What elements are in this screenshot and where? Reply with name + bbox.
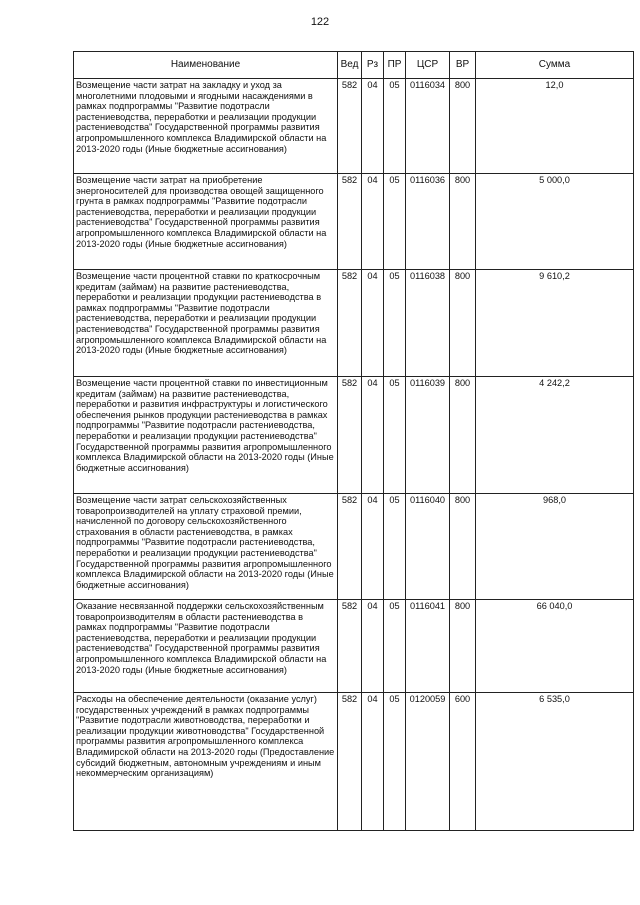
- cell-sum: 5 000,0: [476, 174, 634, 270]
- cell-vr: 800: [450, 79, 476, 174]
- table-header-row: [74, 52, 634, 79]
- cell-csr: 0116040: [406, 494, 450, 600]
- cell-name: Возмещение части затрат на приобретение энергоносителей для производства овощей защищенного грунта в рамках подпрограммы "Развитие подотрасли растениеводства, переработки и реализации продукции растениеводства" Государственной программы развития агропромышленного комплекса Владимирской области на 2013-2020 годы (Иные бюджетные ассигнования): [74, 174, 338, 270]
- table-row: [74, 270, 634, 377]
- cell-sum: 968,0: [476, 494, 634, 600]
- cell-sum: 12,0: [476, 79, 634, 174]
- cell-csr: 0116041: [406, 600, 450, 693]
- cell-rz: 04: [362, 79, 384, 174]
- cell-sum: 6 535,0: [476, 693, 634, 831]
- cell-name: Расходы на обеспечение деятельности (оказание услуг) государственных учреждений в рамках подпрограммы "Развитие подотрасли животноводства, переработки и реализации продукции животноводства" Государственной программы развития агропромышленного комплекса Владимирской области на 2013-2020 годы (Предоставление субсидий бюджетным, автономным учреждениям и иным некоммерческим организациям): [74, 693, 338, 831]
- cell-rz: 04: [362, 270, 384, 377]
- cell-ved: 582: [338, 693, 362, 831]
- cell-name: Возмещение части процентной ставки по инвестиционным кредитам (займам) на развитие растениеводства, переработки и развития инфраструктуры и логистического обеспечения рынков продукции растениеводства в рамках подпрограммы "Развитие подотрасли растениеводства, переработки и реализации продукции растениеводства" Государственной программы развития агропромышленного комплекса Владимирской области на 2013-2020 годы (Иные бюджетные ассигнования): [74, 377, 338, 494]
- header-csr: ЦСР: [406, 52, 450, 79]
- cell-csr: 0116036: [406, 174, 450, 270]
- cell-ved: 582: [338, 600, 362, 693]
- cell-ved: 582: [338, 174, 362, 270]
- cell-pr: 05: [384, 377, 406, 494]
- cell-ved: 582: [338, 79, 362, 174]
- budget-table: [73, 51, 634, 831]
- cell-pr: 05: [384, 270, 406, 377]
- header-rz: Рз: [362, 52, 384, 79]
- table-row: [74, 79, 634, 174]
- cell-ved: 582: [338, 494, 362, 600]
- cell-vr: 800: [450, 600, 476, 693]
- cell-name: Оказание несвязанной поддержки сельскохозяйственным товаропроизводителям в области растениеводства в рамках подпрограммы "Развитие подотрасли растениеводства, переработки и реализации продукции растениеводства" Государственной программы развития агропромышленного комплекса Владимирской области на 2013-2020 годы (Иные бюджетные ассигнования): [74, 600, 338, 693]
- cell-csr: 0120059: [406, 693, 450, 831]
- cell-pr: 05: [384, 79, 406, 174]
- cell-ved: 582: [338, 270, 362, 377]
- cell-rz: 04: [362, 377, 384, 494]
- cell-vr: 800: [450, 270, 476, 377]
- cell-vr: 800: [450, 494, 476, 600]
- table-row: [74, 174, 634, 270]
- table-row: [74, 494, 634, 600]
- cell-rz: 04: [362, 600, 384, 693]
- cell-sum: 4 242,2: [476, 377, 634, 494]
- page-number: 122: [310, 16, 330, 28]
- header-pr: ПР: [384, 52, 406, 79]
- table-row: [74, 693, 634, 831]
- cell-vr: 800: [450, 174, 476, 270]
- table-row: [74, 600, 634, 693]
- cell-rz: 04: [362, 174, 384, 270]
- header-name: Наименование: [74, 52, 338, 79]
- cell-ved: 582: [338, 377, 362, 494]
- cell-vr: 600: [450, 693, 476, 831]
- cell-vr: 800: [450, 377, 476, 494]
- cell-pr: 05: [384, 174, 406, 270]
- cell-rz: 04: [362, 693, 384, 831]
- header-sum: Сумма: [476, 52, 634, 79]
- cell-pr: 05: [384, 600, 406, 693]
- cell-rz: 04: [362, 494, 384, 600]
- cell-name: Возмещение части затрат сельскохозяйственных товаропроизводителей на уплату страховой премии, начисленной по договору сельскохозяйственного страхования в области растениеводства, в рамках подпрограммы "Развитие подотрасли растениеводства, переработки и реализации продукции растениеводства" Государственной программы развития агропромышленного комплекса Владимирской области на 2013-2020 годы (Иные бюджетные ассигнования): [74, 494, 338, 600]
- header-ved: Вед: [338, 52, 362, 79]
- header-vr: ВР: [450, 52, 476, 79]
- table-row: [74, 377, 634, 494]
- cell-csr: 0116039: [406, 377, 450, 494]
- cell-pr: 05: [384, 494, 406, 600]
- cell-name: Возмещение части затрат на закладку и уход за многолетними плодовыми и ягодными насаждениями в рамках подпрограммы "Развитие подотрасли растениеводства, переработки и реализации продукции растениеводства" Государственной программы развития агропромышленного комплекса Владимирской области на 2013-2020 годы (Иные бюджетные ассигнования): [74, 79, 338, 174]
- cell-sum: 66 040,0: [476, 600, 634, 693]
- cell-pr: 05: [384, 693, 406, 831]
- cell-csr: 0116034: [406, 79, 450, 174]
- cell-name: Возмещение части процентной ставки по краткосрочным кредитам (займам) на развитие растениеводства, переработки и реализации продукции растениеводства в рамках подпрограммы "Развитие подотрасли растениеводства, переработки и реализации продукции растениеводства" Государственной программы развития агропромышленного комплекса Владимирской области на 2013-2020 годы (Иные бюджетные ассигнования): [74, 270, 338, 377]
- cell-csr: 0116038: [406, 270, 450, 377]
- cell-sum: 9 610,2: [476, 270, 634, 377]
